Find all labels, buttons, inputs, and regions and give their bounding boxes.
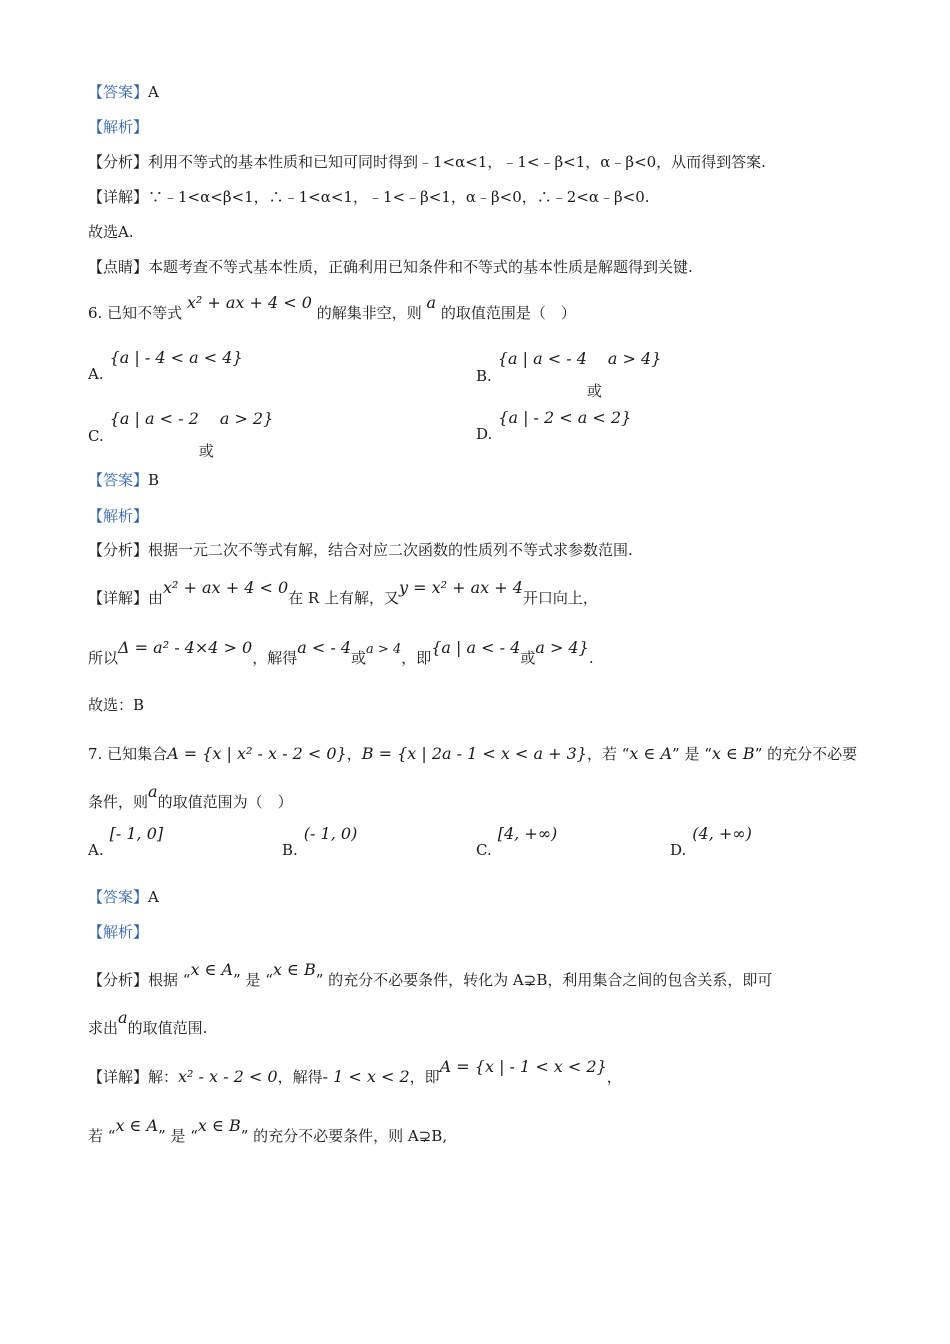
option-letter: C. bbox=[88, 427, 104, 445]
option-letter: D. bbox=[670, 841, 687, 859]
analysis-tag: 【解析】 bbox=[88, 507, 149, 525]
detail-math: x² + ax + 4 < 0 bbox=[163, 578, 289, 597]
option-math: [- 1, 0] bbox=[109, 824, 164, 843]
q7-stem-mid2: ” 是 “ bbox=[672, 745, 712, 763]
analysis-tag: 【解析】 bbox=[88, 118, 149, 136]
detail-tag: 【详解】 bbox=[88, 589, 149, 607]
q6-option-c[interactable] bbox=[88, 409, 274, 460]
solution-text: . bbox=[588, 649, 594, 667]
q7-option-a[interactable] bbox=[88, 824, 164, 859]
solution-math: a > 4 bbox=[366, 642, 402, 657]
analysis-tag: 【解析】 bbox=[88, 923, 149, 941]
fenxi-math: x ∈ A bbox=[190, 960, 234, 979]
option-letter: B. bbox=[476, 367, 492, 385]
fenxi-tag: 【分析】 bbox=[88, 971, 149, 989]
solution-text: 所以 bbox=[88, 649, 119, 667]
q5-review-line bbox=[88, 257, 862, 277]
detail-text: 解： bbox=[148, 1068, 179, 1086]
option-math: [4, +∞) bbox=[497, 824, 558, 843]
solution-math: {a | a < - 4 bbox=[431, 638, 521, 657]
q6-solution-line bbox=[88, 638, 862, 670]
option-or: 或 bbox=[586, 382, 602, 400]
option-letter: B. bbox=[282, 841, 298, 859]
fenxi-text: ” 的充分不必要条件，转化为 A⊋B，利用集合之间的包含关系，即可 bbox=[315, 971, 773, 989]
option-or: 或 bbox=[198, 442, 214, 460]
q7-cond-2: x ∈ B bbox=[711, 744, 755, 763]
detail-text: ∵﹣1<α<β<1，∴﹣1<α<1，﹣1<﹣β<1，α﹣β<0，∴﹣2<α﹣β<0. bbox=[148, 188, 650, 206]
option-letter: A. bbox=[88, 365, 104, 383]
detail-text: 在 R 上有解，又 bbox=[288, 589, 399, 607]
detail-text: ，即 bbox=[409, 1068, 440, 1086]
fenxi-math: a bbox=[118, 1008, 128, 1027]
solution-math: a > 4} bbox=[535, 638, 589, 657]
q7-analysis-line bbox=[88, 922, 862, 942]
q6-stem-mid: 的解集非空，则 bbox=[316, 304, 422, 322]
q5-detail-line bbox=[88, 187, 862, 207]
option-math: {a | a < - 2 bbox=[109, 409, 199, 428]
q7-stem bbox=[88, 744, 862, 764]
option-math: {a | - 2 < a < 2} bbox=[498, 408, 632, 427]
answer-value: B bbox=[148, 471, 160, 489]
detail-text: ” 的充分不必要条件，则 A⊋B, bbox=[240, 1127, 448, 1145]
q6-fenxi-line bbox=[88, 540, 862, 560]
q5-choose-line bbox=[88, 222, 862, 242]
q6-analysis-line bbox=[88, 506, 862, 526]
detail-text: 由 bbox=[148, 589, 164, 607]
solution-text: ，解得 bbox=[252, 649, 298, 667]
q6-option-d[interactable] bbox=[476, 408, 632, 443]
detail-text: ” 是 “ bbox=[158, 1127, 198, 1145]
fenxi-tag: 【分析】 bbox=[88, 541, 149, 559]
q7-stem2-var: a bbox=[148, 782, 158, 801]
q7-detail-line-2 bbox=[88, 1116, 862, 1146]
fenxi-text: ” 是 “ bbox=[233, 971, 273, 989]
option-letter: A. bbox=[88, 841, 104, 859]
q5-answer-line bbox=[88, 82, 862, 102]
answer-value: A bbox=[148, 83, 159, 101]
q7-set-a: A = {x | x² - x - 2 < 0} bbox=[167, 744, 347, 763]
solution-math: a < - 4 bbox=[297, 638, 352, 657]
review-text: 本题考查不等式基本性质，正确利用已知条件和不等式的基本性质是解题得到关键. bbox=[148, 258, 693, 276]
q7-option-c[interactable] bbox=[476, 824, 558, 859]
detail-tag: 【详解】 bbox=[88, 188, 149, 206]
q7-stem-post: ” 的充分不必要 bbox=[754, 745, 858, 763]
q6-option-a[interactable] bbox=[88, 348, 243, 383]
q5-fenxi-line bbox=[88, 152, 862, 172]
q7-option-d[interactable] bbox=[670, 824, 752, 859]
fenxi-text: 根据 “ bbox=[148, 971, 191, 989]
answer-tag: 【答案】 bbox=[88, 471, 149, 489]
option-math: (- 1, 0) bbox=[303, 824, 358, 843]
q7-stem-mid: ，若 “ bbox=[586, 745, 630, 763]
detail-math: x ∈ B bbox=[197, 1116, 241, 1135]
detail-text: ，解得 bbox=[277, 1068, 323, 1086]
q7-fenxi-line-2 bbox=[88, 1008, 862, 1038]
solution-text: 或 bbox=[351, 649, 367, 667]
q7-stem2-post: 的取值范围为（ ） bbox=[157, 793, 293, 811]
q7-option-b[interactable] bbox=[282, 824, 358, 859]
solution-math: Δ = a² - 4×4 > 0 bbox=[118, 638, 253, 657]
q7-set-b: B = {x | 2a - 1 < x < a + 3} bbox=[361, 744, 587, 763]
detail-math: x ∈ A bbox=[115, 1116, 159, 1135]
option-math-2: a > 4} bbox=[607, 349, 662, 368]
q6-stem-math: x² + ax + 4 < 0 bbox=[186, 293, 312, 312]
answer-value: A bbox=[148, 888, 159, 906]
answer-tag: 【答案】 bbox=[88, 83, 149, 101]
choose-text: 故选A. bbox=[88, 223, 134, 241]
q6-stem bbox=[88, 293, 862, 323]
fenxi-text: 的取值范围. bbox=[127, 1019, 208, 1037]
solution-text: ，即 bbox=[401, 649, 432, 667]
q6-option-b[interactable] bbox=[476, 349, 662, 400]
q7-detail-line bbox=[88, 1057, 862, 1087]
detail-math: y = x² + ax + 4 bbox=[398, 578, 523, 597]
option-math: {a | a < - 4 bbox=[497, 349, 587, 368]
choose-text: 故选：B bbox=[88, 696, 145, 714]
detail-math: A = {x | - 1 < x < 2} bbox=[439, 1057, 607, 1076]
answer-tag: 【答案】 bbox=[88, 888, 149, 906]
detail-text: 若 “ bbox=[88, 1127, 116, 1145]
q6-stem-post: 的取值范围是（ ） bbox=[440, 304, 576, 322]
q7-stem-2 bbox=[88, 782, 862, 812]
q7-cond-1: x ∈ A bbox=[629, 744, 673, 763]
q6-stem-var: a bbox=[426, 293, 437, 312]
option-letter: D. bbox=[476, 425, 493, 443]
q6-choose-line bbox=[88, 695, 862, 715]
option-math: (4, +∞) bbox=[692, 824, 752, 843]
detail-math: x² - x - 2 < 0 bbox=[178, 1067, 278, 1086]
detail-text: 开口向上， bbox=[522, 589, 598, 607]
q6-detail-line bbox=[88, 578, 862, 608]
option-letter: C. bbox=[476, 841, 492, 859]
fenxi-math: x ∈ B bbox=[272, 960, 316, 979]
q7-stem-pre: 7. 已知集合 bbox=[88, 745, 168, 763]
q7-sep: ， bbox=[346, 745, 362, 763]
detail-text: ， bbox=[606, 1068, 622, 1086]
fenxi-text: 求出 bbox=[88, 1019, 119, 1037]
q6-answer-line bbox=[88, 470, 862, 490]
q7-stem2-pre: 条件，则 bbox=[88, 793, 149, 811]
fenxi-text: 根据一元二次不等式有解，结合对应二次函数的性质列不等式求参数范围. bbox=[148, 541, 633, 559]
q7-fenxi-line bbox=[88, 960, 862, 990]
detail-tag: 【详解】 bbox=[88, 1068, 149, 1086]
detail-math: - 1 < x < 2 bbox=[322, 1067, 410, 1086]
fenxi-text: 利用不等式的基本性质和已知可同时得到﹣1<α<1，﹣1<﹣β<1，α﹣β<0，从而得到答案. bbox=[148, 153, 766, 171]
fenxi-tag: 【分析】 bbox=[88, 153, 149, 171]
review-tag: 【点睛】 bbox=[88, 258, 149, 276]
option-math-2: a > 2} bbox=[219, 409, 274, 428]
solution-text: 或 bbox=[520, 649, 536, 667]
option-math: {a | - 4 < a < 4} bbox=[109, 348, 243, 367]
q5-analysis-line bbox=[88, 117, 862, 137]
q6-stem-pre: 6. 已知不等式 bbox=[88, 304, 183, 322]
q7-answer-line bbox=[88, 887, 862, 907]
